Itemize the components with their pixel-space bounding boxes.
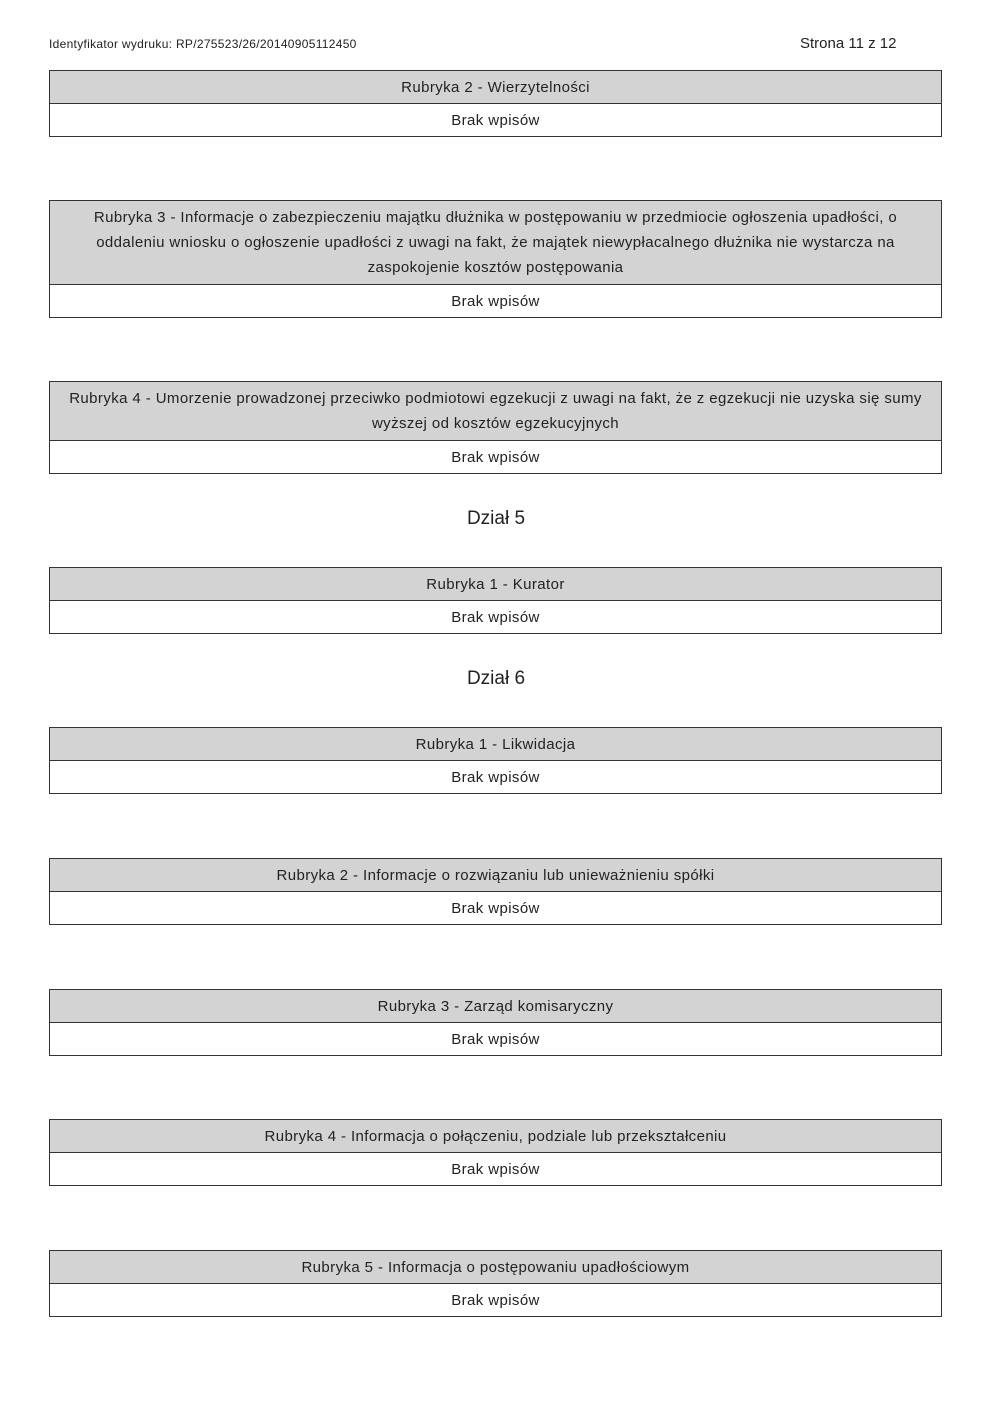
section-rubryka-4-polaczenie — [49, 1119, 942, 1186]
section-title: Rubryka 2 - Informacje o rozwiązaniu lub unieważnieniu spółki — [50, 859, 941, 892]
section-title: Rubryka 4 - Informacja o połączeniu, podziale lub przekształceniu — [50, 1120, 941, 1153]
section-title: Rubryka 4 - Umorzenie prowadzonej przeciwko podmiotowi egzekucji z uwagi na fakt, że z egzekucji nie uzyska się sumy wyższej od kosztów egzekucyjnych — [50, 382, 941, 441]
section-rubryka-2-wierzytelnosci — [49, 70, 942, 137]
section-title: Rubryka 2 - Wierzytelności — [50, 71, 941, 104]
section-title: Rubryka 3 - Zarząd komisaryczny — [50, 990, 941, 1023]
section-rubryka-1-likwidacja — [49, 727, 942, 794]
section-rubryka-3-zabezpieczenie — [49, 200, 942, 318]
section-title: Rubryka 1 - Kurator — [50, 568, 941, 601]
section-title: Rubryka 5 - Informacja o postępowaniu upadłościowym — [50, 1251, 941, 1284]
section-rubryka-5-upadlosc — [49, 1250, 942, 1317]
page-number: Strona 11 z 12 — [800, 35, 897, 52]
section-rubryka-1-kurator — [49, 567, 942, 634]
section-value: Brak wpisów — [451, 1030, 540, 1048]
section-value: Brak wpisów — [451, 899, 540, 917]
section-value: Brak wpisów — [451, 292, 540, 310]
section-value: Brak wpisów — [451, 111, 540, 129]
section-rubryka-2-rozwiazanie — [49, 858, 942, 925]
section-value: Brak wpisów — [451, 1160, 540, 1178]
section-value: Brak wpisów — [451, 608, 540, 626]
section-rubryka-3-zarzad-komisaryczny — [49, 989, 942, 1056]
section-value: Brak wpisów — [451, 448, 540, 466]
section-title: Rubryka 3 - Informacje o zabezpieczeniu majątku dłużnika w postępowaniu w przedmiocie ogłoszenia upadłości, o oddaleniu wniosku o ogłoszenie upadłości z uwagi na fakt, że majątek niewypłacalnego dłużnika nie wystarcza na zaspokojenie kosztów postępowania — [50, 201, 941, 285]
print-identifier: Identyfikator wydruku: RP/275523/26/20140905112450 — [49, 37, 357, 51]
section-value: Brak wpisów — [451, 768, 540, 786]
dzial-5-heading: Dział 5 — [466, 508, 526, 529]
section-title: Rubryka 1 - Likwidacja — [50, 728, 941, 761]
section-value: Brak wpisów — [451, 1291, 540, 1309]
dzial-6-heading: Dział 6 — [466, 668, 526, 689]
section-rubryka-4-umorzenie — [49, 381, 942, 474]
